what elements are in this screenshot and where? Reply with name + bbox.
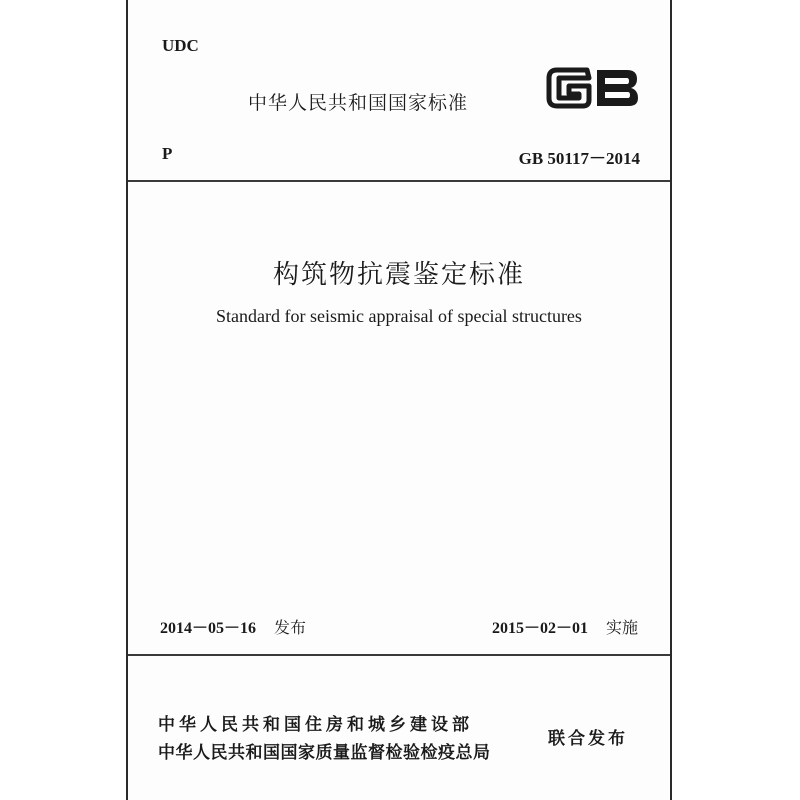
standard-cover (126, 0, 672, 800)
title-english: Standard for seismic appraisal of special structures (216, 306, 582, 326)
issue-date: 2014－05－16 (160, 620, 257, 637)
top-divider (128, 180, 670, 182)
standard-number: GB 50117－2014 (518, 149, 640, 168)
implement-date-row (492, 615, 638, 638)
bottom-divider (128, 654, 670, 656)
title-chinese: 构筑物抗震鉴定标准 (272, 260, 525, 290)
implement-label: 实施 (605, 618, 638, 637)
issue-label: 发布 (274, 618, 307, 637)
issue-date-row (160, 615, 306, 638)
implement-date: 2015－02－01 (491, 620, 588, 637)
national-standard-label: 中华人民共和国国家标准 (248, 92, 469, 114)
publisher-aqsiq: 中华人民共和国国家质量监督检验检疫总局 (158, 743, 491, 763)
publisher-ministry-housing: 中华人民共和国住房和城乡建设部 (158, 715, 473, 735)
classification-label: P (162, 144, 173, 163)
joint-publish-label: 联合发布 (548, 729, 628, 749)
gb-logo-icon (543, 62, 643, 114)
udc-label: UDC (162, 36, 199, 55)
